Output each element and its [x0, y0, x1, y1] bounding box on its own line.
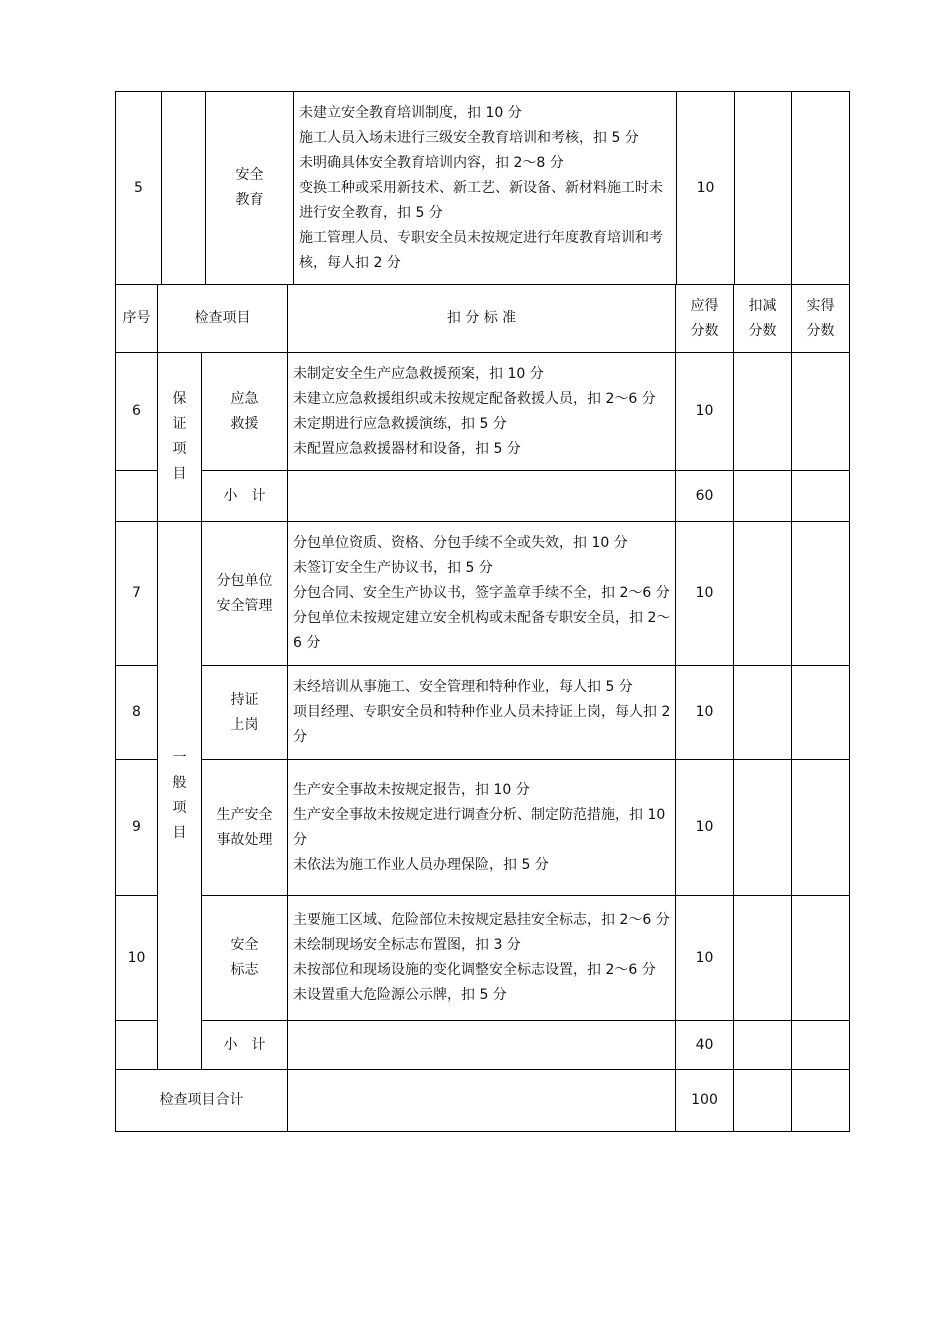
total-row [116, 1070, 850, 1132]
criteria-cell [288, 1070, 676, 1132]
due-score-cell: 10 [676, 666, 734, 760]
subtotal-row [116, 1021, 850, 1070]
criteria-cell: 主要施工区域、危险部位未按规定悬挂安全标志，扣 2～6 分 未绘制现场安全标志布置图，扣 3 分 未按部位和现场设施的变化调整安全标志设置，扣 2～6 分 未设置重大危险源公示牌，扣 5 分 [288, 896, 676, 1021]
header-item: 检查项目 [158, 285, 288, 353]
inspection-table [115, 284, 850, 1132]
total-label: 检查项目合计 [116, 1070, 288, 1132]
subtotal-score: 40 [676, 1021, 734, 1070]
actual-score-cell [792, 896, 850, 1021]
table-row [116, 666, 850, 760]
criteria-cell: 未经培训从事施工、安全管理和特种作业，每人扣 5 分 项目经理、专职安全员和特种作业人员未持证上岗，每人扣 2 分 [288, 666, 676, 760]
criteria-cell [288, 1021, 676, 1070]
due-score-cell: 10 [676, 522, 734, 666]
continuation-table [115, 91, 850, 285]
deduct-score-cell [734, 760, 792, 896]
table-row [116, 760, 850, 896]
subtotal-row [116, 471, 850, 522]
deduct-score-cell [734, 666, 792, 760]
criteria-cell: 未制定安全生产应急救援预案，扣 10 分 未建立应急救援组织或未按规定配备救援人员，扣 2～6 分 未定期进行应急救援演练，扣 5 分 未配置应急救援器材和设备，扣 5 分 [288, 353, 676, 471]
category-general: 一 般 项 目 [158, 522, 202, 1070]
due-score-cell: 10 [676, 896, 734, 1021]
header-deduct-score: 扣减 分数 [734, 285, 792, 353]
table-row [116, 896, 850, 1021]
item-cell: 安全 教育 [206, 92, 294, 285]
deduct-score-cell [734, 896, 792, 1021]
deduct-score-cell [734, 353, 792, 471]
actual-score-cell [792, 353, 850, 471]
table-row [116, 92, 850, 285]
deduct-score-cell [734, 1070, 792, 1132]
seq-cell: 9 [116, 760, 158, 896]
table-row [116, 522, 850, 666]
due-score-cell: 10 [676, 760, 734, 896]
due-score-cell: 10 [677, 92, 735, 285]
deduct-score-cell [734, 522, 792, 666]
actual-score-cell [792, 760, 850, 896]
item-cell: 持证 上岗 [202, 666, 288, 760]
seq-cell [116, 1021, 158, 1070]
total-score: 100 [676, 1070, 734, 1132]
actual-score-cell [792, 522, 850, 666]
header-criteria: 扣 分 标 准 [288, 285, 676, 353]
due-score-cell: 10 [676, 353, 734, 471]
criteria-cell: 未建立安全教育培训制度，扣 10 分 施工人员入场未进行三级安全教育培训和考核，扣 5 分 未明确具体安全教育培训内容，扣 2～8 分 变换工种或采用新技术、新工艺、新设备、新材料施工时未进行安全教育，扣 5 分 施工管理人员、专职安全员未按规定进行年度教育培训和考核，每人扣 2 分 [294, 92, 677, 285]
seq-cell [116, 471, 158, 522]
subtotal-label: 小 计 [202, 471, 288, 522]
deduct-score-cell [734, 1021, 792, 1070]
header-row [116, 285, 850, 353]
item-cell: 安全 标志 [202, 896, 288, 1021]
category-cell [162, 92, 206, 285]
seq-cell: 8 [116, 666, 158, 760]
actual-score-cell [792, 666, 850, 760]
actual-score-cell [792, 471, 850, 522]
actual-score-cell [792, 1070, 850, 1132]
criteria-cell: 生产安全事故未按规定报告，扣 10 分 生产安全事故未按规定进行调查分析、制定防范措施，扣 10 分 未依法为施工作业人员办理保险，扣 5 分 [288, 760, 676, 896]
item-cell: 分包单位 安全管理 [202, 522, 288, 666]
subtotal-score: 60 [676, 471, 734, 522]
actual-score-cell [792, 1021, 850, 1070]
item-cell: 生产安全 事故处理 [202, 760, 288, 896]
criteria-cell [288, 471, 676, 522]
item-cell: 应急 救援 [202, 353, 288, 471]
header-due-score: 应得 分数 [676, 285, 734, 353]
table-row [116, 353, 850, 471]
subtotal-label: 小 计 [202, 1021, 288, 1070]
header-seq: 序号 [116, 285, 158, 353]
seq-cell: 6 [116, 353, 158, 471]
category-guarantee: 保 证 项 目 [158, 353, 202, 522]
seq-cell: 7 [116, 522, 158, 666]
seq-cell: 10 [116, 896, 158, 1021]
actual-score-cell [792, 92, 850, 285]
deduct-score-cell [735, 92, 792, 285]
criteria-cell: 分包单位资质、资格、分包手续不全或失效，扣 10 分 未签订安全生产协议书，扣 5 分 分包合同、安全生产协议书，签字盖章手续不全，扣 2～6 分 分包单位未按规定建立安全机构或未配备专职安全员，扣 2～6 分 [288, 522, 676, 666]
header-actual-score: 实得 分数 [792, 285, 850, 353]
deduct-score-cell [734, 471, 792, 522]
seq-cell: 5 [116, 92, 162, 285]
